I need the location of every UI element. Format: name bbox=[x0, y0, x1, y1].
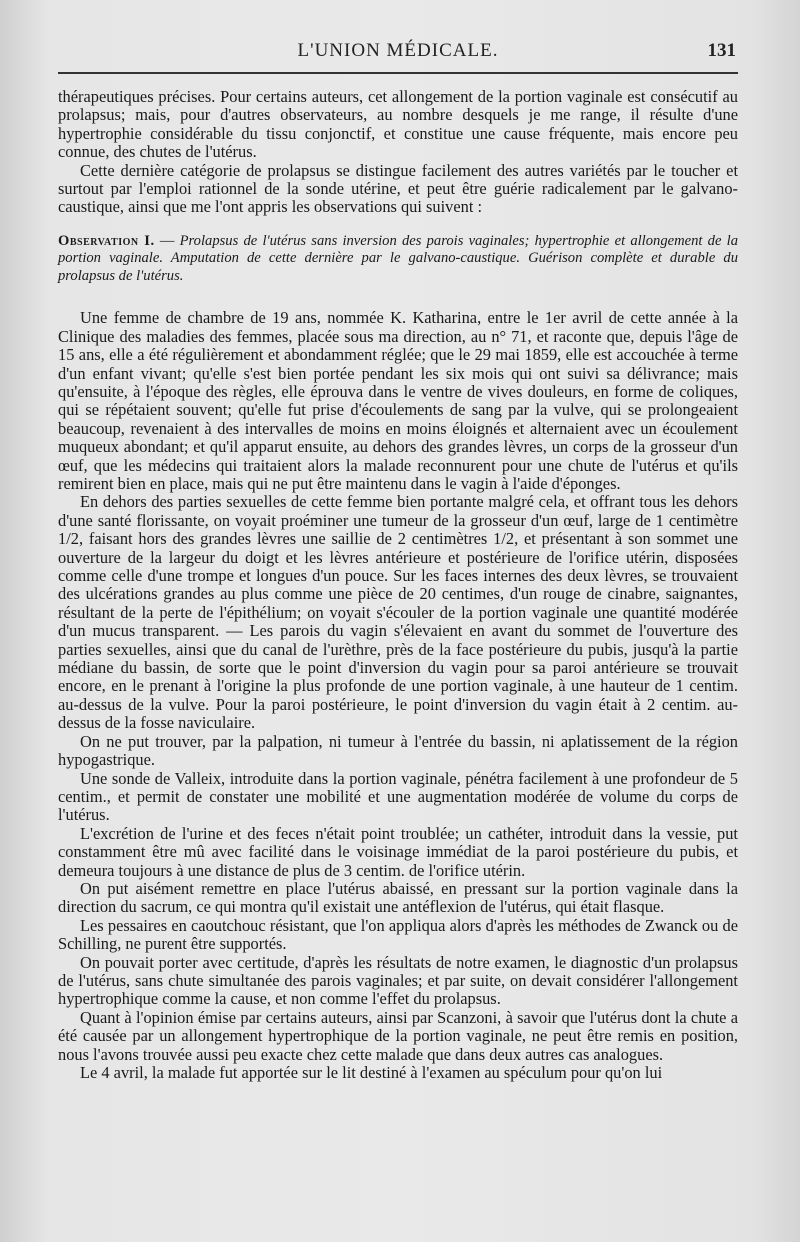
body-paragraph: L'excrétion de l'urine et des feces n'était point troublée; un cathéter, introduit dans la vessie, put constamment être mû avec facilité dans le voisinage immédiat de la paroi postérieure du pubis, et demeura toujours à une distance de plus de 3 centim. de l'orifice utérin. bbox=[58, 823, 738, 880]
running-head bbox=[58, 36, 738, 66]
body-paragraph: On ne put trouver, par la palpation, ni tumeur à l'entrée du bassin, ni aplatissement de la région hypogastrique. bbox=[58, 731, 738, 770]
observation-heading bbox=[58, 233, 738, 286]
body-paragraph: En dehors des parties sexuelles de cette femme bien portante malgré cela, et offrant tous les dehors d'une santé florissante, on voyait proéminer une tumeur de la grosseur d'un œuf, large de 1 centimètre 1/2, faisant hors des grandes lèvres une saillie de 2 centimètres 1/2, et présentant à son sommet une ouverture de la largeur du doigt et les lèvres antérieure et postérieure de l'orifice utérin, disposées comme celle d'une trompe et longues d'un pouce. Sur les faces internes des deux lèvres, se trouvaient des ulcérations grandes au plus comme une pièce de 20 centimes, d'un rouge de cinabre, saignantes, résultant de la perte de l'épithélium; on voyait s'écouler de la portion vaginale une quantité modérée d'un mucus transparent. — Les parois du vagin s'élevaient en avant du sommet de l'ouverture des parties sexuelles, ainsi que du canal de l'urèthre, près de la face postérieure du pubis, jusqu'à la partie médiane du bassin, de sorte que le point d'inversion du vagin pour sa paroi antérieure se trouvait encore, en le prenant à l'origine la plus profonde de une portion vaginale, à une hauteur de 1 centim. au-dessus de la vulve. Pour la paroi postérieure, le point d'inversion du vagin était à 2 centim. au-dessus de la fosse naviculaire. bbox=[58, 492, 738, 733]
body-paragraph: Une sonde de Valleix, introduite dans la portion vaginale, pénétra facilement à une profondeur de 5 centim., et permit de constater une mobilité et une augmentation modérée de volume du corps de l'utérus. bbox=[58, 768, 738, 825]
observation-label: Observation I. bbox=[58, 232, 155, 249]
running-title: L'UNION MÉDICALE. bbox=[297, 40, 499, 61]
page-number: 131 bbox=[707, 40, 736, 61]
intro-paragraph: thérapeutiques précises. Pour certains auteurs, cet allongement de la portion vaginale est consécutif au prolapsus; mais, pour d'autres observateurs, au nombre desquels je me range, il résulte d'une hypertrophie considérable du tissu conjonctif, et constitue une cause fréquente, mais encore peu connue, des chutes de l'utérus. bbox=[58, 87, 738, 162]
body-paragraph: Les pessaires en caoutchouc résistant, que l'on appliqua alors d'après les méthodes de Zwanck ou de Schilling, ne purent être supportés. bbox=[58, 915, 738, 954]
body-paragraph: Quant à l'opinion émise par certains auteurs, ainsi par Scanzoni, à savoir que l'utérus dont la chute a été causée par un allongement hypertrophique de la portion vaginale, ne peut être remis en position, nous l'avons trouvée aussi peu exacte chez cette malade que dans deux autres cas analogues. bbox=[58, 1007, 738, 1064]
observation-dash: — bbox=[154, 232, 180, 249]
body-paragraph: Le 4 avril, la malade fut apportée sur le lit destiné à l'examen au spéculum pour qu'on lui bbox=[80, 1063, 663, 1082]
body-text bbox=[58, 88, 738, 1082]
body-paragraph: On pouvait porter avec certitude, d'après les résultats de notre examen, le diagnostic d'un prolapsus de l'utérus, sans chute simultanée des parois vaginales; et par suite, on devait considérer l'allongement hypertrophique comme la cause, et non comme l'effet du prolapsus. bbox=[58, 952, 738, 1009]
header-rule bbox=[58, 72, 738, 74]
body-paragraph: Une femme de chambre de 19 ans, nommée K. Katharina, entre le 1er avril de cette année à la Clinique des maladies des femmes, placée sous ma direction, au n° 71, et raconte que, depuis l'âge de 15 ans, elle a été régulièrement et abondamment réglée; que le 29 mai 1859, elle est accouchée à terme d'un enfant vivant; qu'elle s'est bien portée pendant les six mois qui ont suivi sa délivrance; mais qu'ensuite, à l'époque des règles, elle éprouva dans le ventre de vives douleurs, en forme de coliques, qui se répétaient souvent; qu'elle fut prise d'écoulements de sang par la vulve, qui se prolongeaient beaucoup, revenaient à des intervalles de moins en moins éloignés et alternaient avec un écoulement muqueux abondant; et qu'il apparut ensuite, au dehors des grandes lèvres, un corps de la grosseur d'un œuf, que les médecins qui traitaient alors la malade reconnurent pour une chute de l'utérus et qu'ils remirent bien en place, mais qui ne put être maintenu dans le vagin à l'aide d'éponges. bbox=[58, 308, 738, 493]
intro-paragraph: Cette dernière catégorie de prolapsus se distingue facilement des autres variétés par le toucher et surtout par l'emploi rationnel de la sonde utérine, et peut être guérie radicalement par le galvano-caustique, ainsi que me l'ont appris les observations qui suivent : bbox=[58, 160, 738, 217]
body-paragraph: On put aisément remettre en place l'utérus abaissé, en pressant sur la portion vaginale dans la direction du sacrum, ce qui montra qu'il existait une antéflexion de l'utérus, qui était flasque. bbox=[58, 878, 738, 917]
observation-title: Prolapsus de l'utérus sans inversion des parois vaginales; hypertrophie et allongement de la portion vaginale. Amputation de cette dernière par le galvano-caustique. Guérison complète et durable du prolapsus de l'utérus. bbox=[58, 232, 738, 284]
